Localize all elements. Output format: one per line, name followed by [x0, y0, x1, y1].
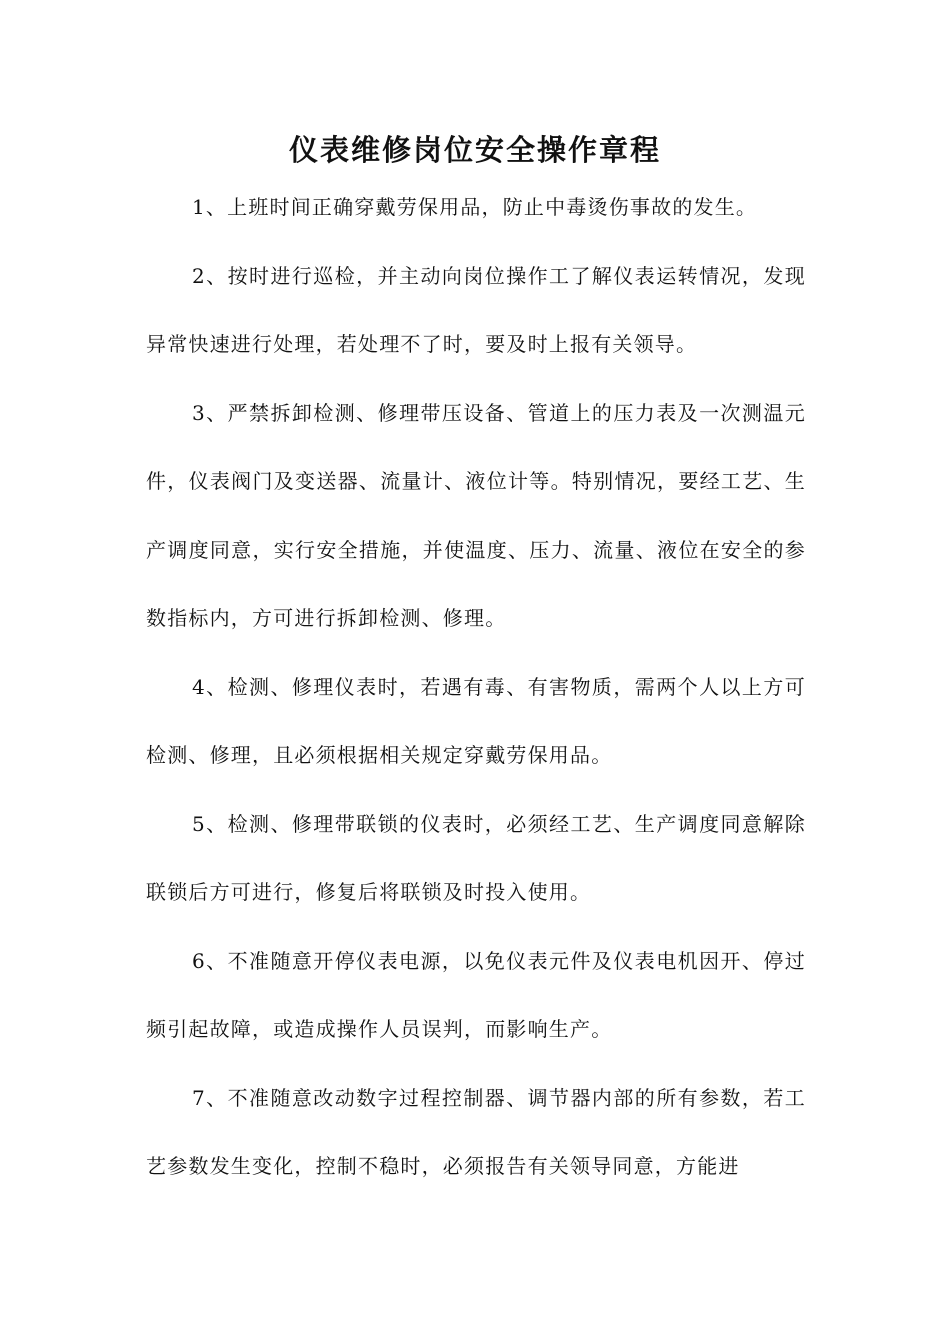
- paragraph-6: 6、不准随意开停仪表电源，以免仪表元件及仪表电机因开、停过频引起故障，或造成操作人员误判，而影响生产。: [146, 948, 806, 1041]
- paragraph-4: 4、检测、修理仪表时，若遇有毒、有害物质，需两个人以上方可检测、修理，且必须根据相关规定穿戴劳保用品。: [146, 674, 806, 767]
- paragraph-2: 2、按时进行巡检，并主动向岗位操作工了解仪表运转情况，发现异常快速进行处理，若处理不了时，要及时上报有关领导。: [146, 263, 806, 356]
- paragraph-5: 5、检测、修理带联锁的仪表时，必须经工艺、生产调度同意解除联锁后方可进行，修复后将联锁及时投入使用。: [146, 811, 806, 904]
- paragraph-7: 7、不准随意改动数字过程控制器、调节器内部的所有参数，若工艺参数发生变化，控制不稳时，必须报告有关领导同意，方能进: [146, 1085, 806, 1178]
- document-body: [146, 173, 806, 1201]
- paragraph-1: 1、上班时间正确穿戴劳保用品，防止中毒烫伤事故的发生。: [192, 195, 758, 219]
- document-title: 仪表维修岗位安全操作章程: [288, 133, 661, 167]
- paragraph-3: 3、严禁拆卸检测、修理带压设备、管道上的压力表及一次测温元件，仪表阀门及变送器、流量计、液位计等。特别情况，要经工艺、生产调度同意，实行安全措施，并使温度、压力、流量、液位在安全的参数指标内，方可进行拆卸检测、修理。: [146, 400, 806, 630]
